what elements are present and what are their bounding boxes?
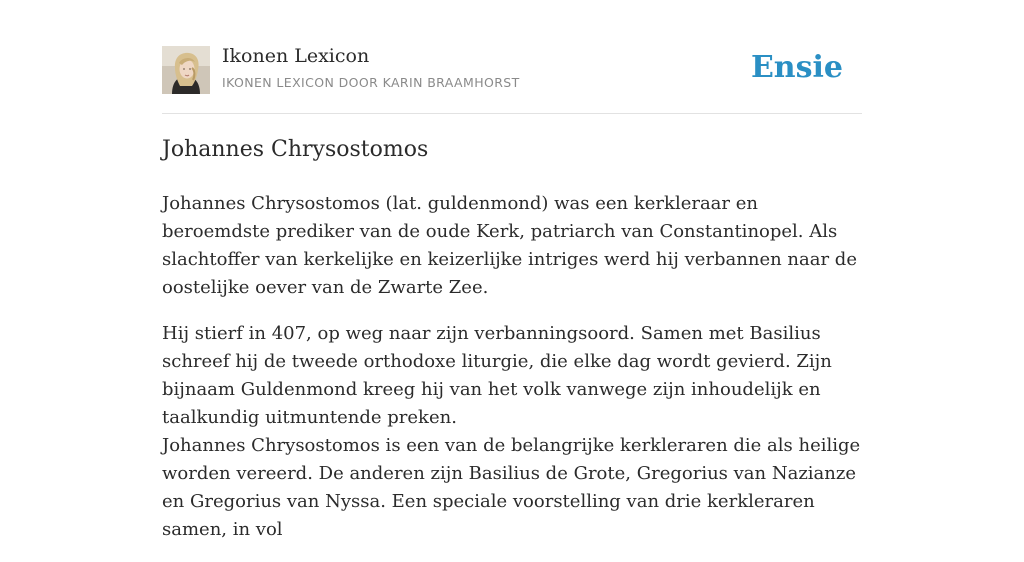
article-body [162,190,862,562]
article-paragraph: Johannes Chrysostomos (lat. guldenmond) was een kerkleraar en beroemdste prediker van de oude Kerk, patriarch van Constantinopel. Als slachtoffer van kerkelijke en keizerlijke intriges werd hij verbannen naar de oostelijke oever van de Zwarte Zee. [162,193,857,298]
author-avatar[interactable] [162,46,210,94]
article-title: Johannes Chrysostomos [162,137,429,162]
article-paragraph: Johannes Chrysostomos is een van de belangrijke kerkleraren die als heilige worden vereerd. De anderen zijn Basilius de Grote, Gregorius van Nazianze en Gregorius van Nyssa. Een speciale voorstelling van drie kerkleraren samen, in vol [162,435,861,540]
site-subtitle[interactable]: IKONEN LEXICON DOOR KARIN BRAAMHORST [222,75,520,90]
author-portrait-icon [162,46,210,94]
ensie-logo[interactable]: Ensie [750,50,843,85]
site-header [162,0,862,114]
site-name[interactable]: Ikonen Lexicon [222,45,370,67]
article-paragraph: Hij stierf in 407, op weg naar zijn verbanningsoord. Samen met Basilius schreef hij de tweede orthodoxe liturgie, die elke dag wordt gevierd. Zijn bijnaam Guldenmond kreeg hij van het volk vanwege zijn inhoudelijk en taalkundig uitmuntende preken. [162,323,832,428]
page-container [162,0,862,540]
